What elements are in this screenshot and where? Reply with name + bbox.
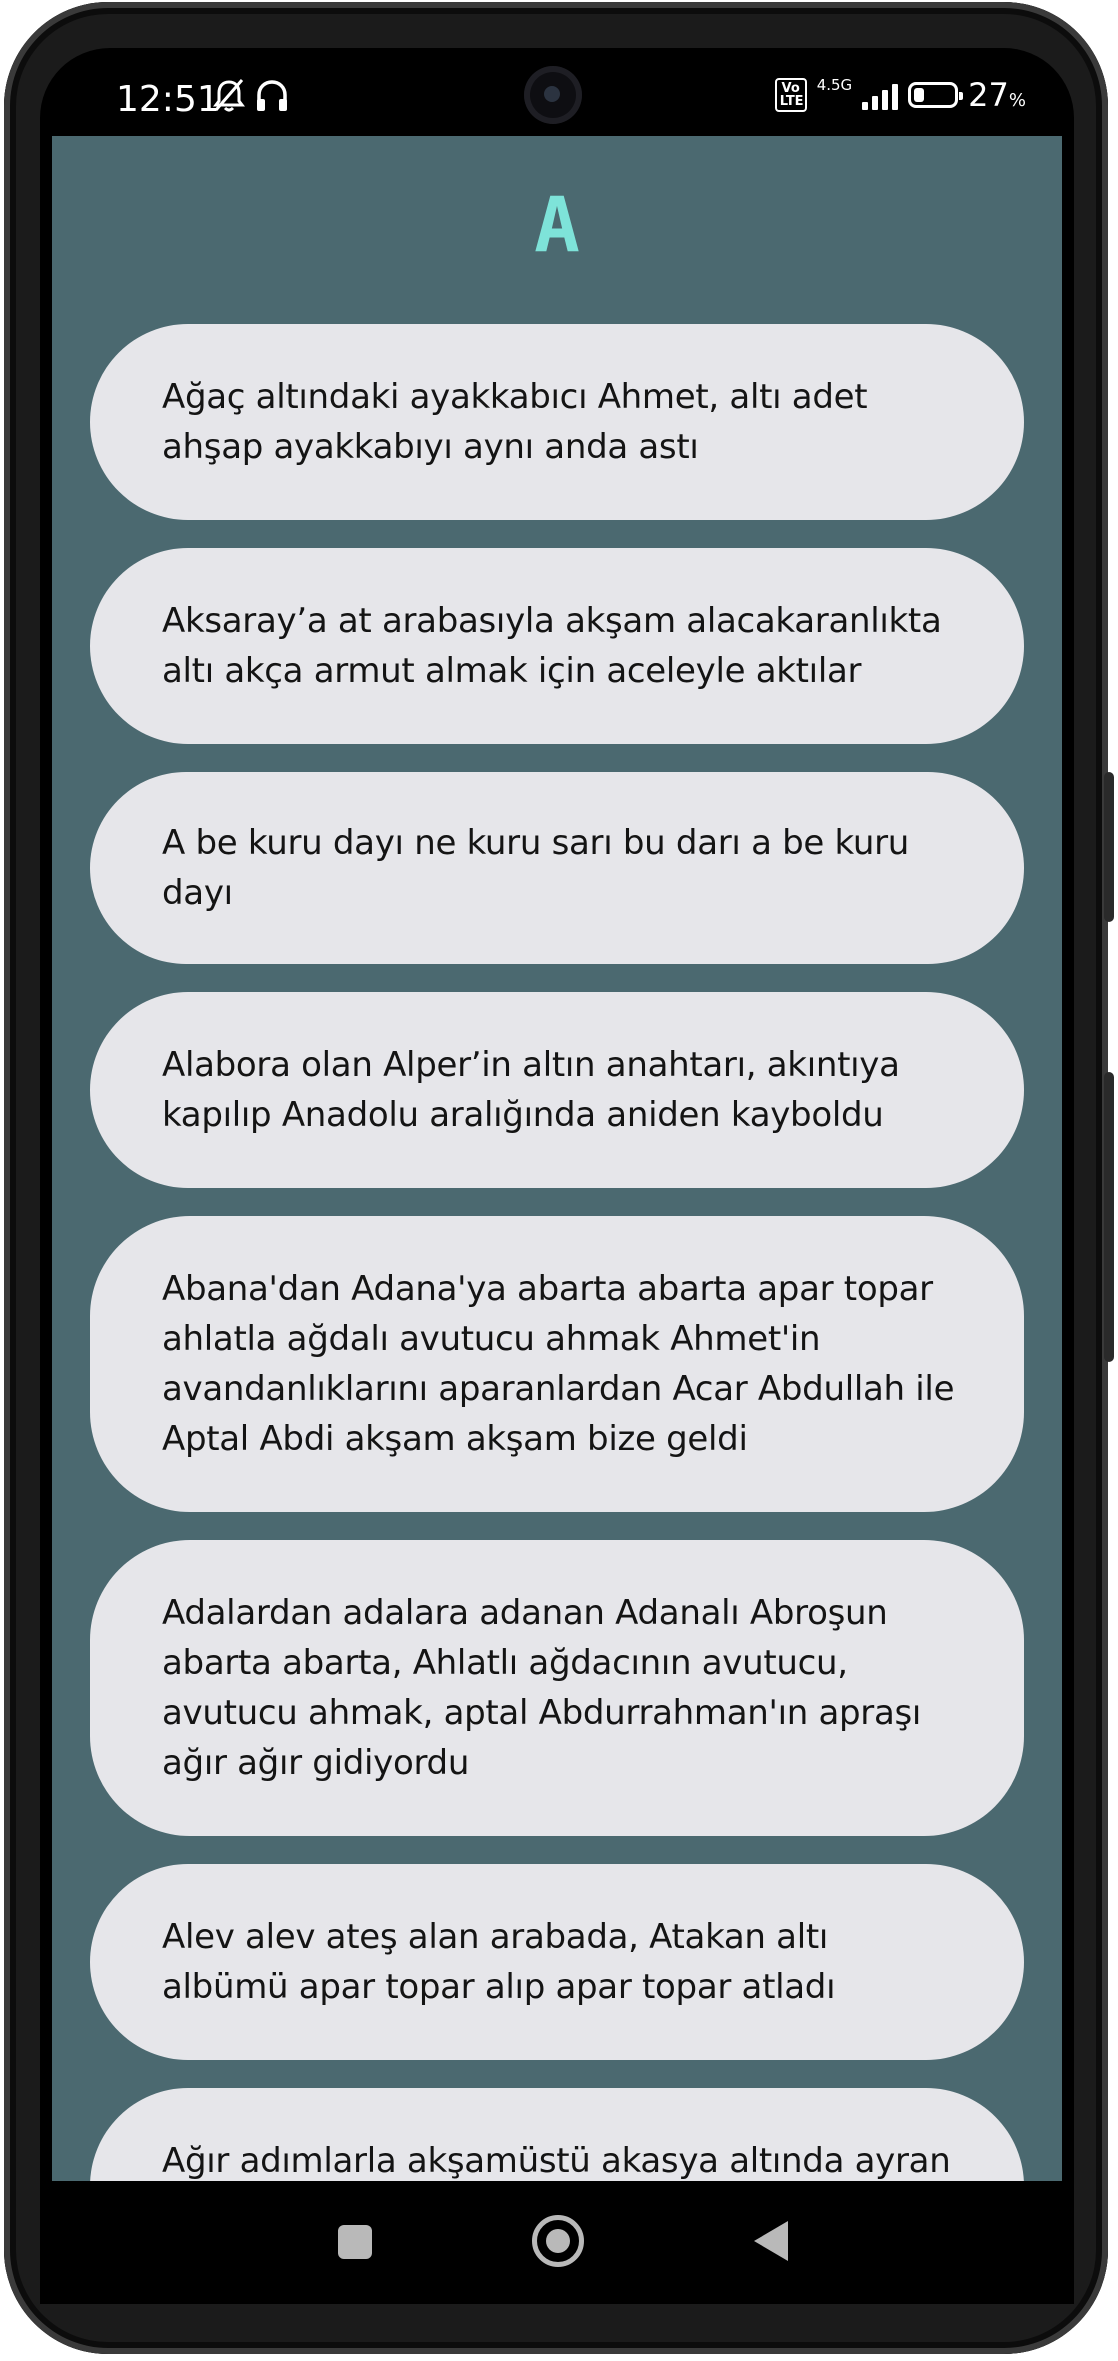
volume-button xyxy=(1104,772,1114,922)
screen xyxy=(40,48,1074,2304)
list-item-text: Adalardan adalara adanan Adanalı Abroşun abarta abarta, Ahlatlı ağdacının avutucu, avutucu ahmak, aptal Abdurrahman'ın apraşı ağır ağır gidiyordu xyxy=(162,1593,922,1783)
battery-icon xyxy=(908,82,958,108)
back-button[interactable] xyxy=(740,2211,800,2271)
list-item-text: Alev alev ateş alan arabada, Atakan altı albümü apar topar alıp apar topar atladı xyxy=(162,1917,836,2007)
list-item[interactable] xyxy=(90,1540,1024,1836)
power-button xyxy=(1104,1072,1114,1362)
list-item[interactable] xyxy=(90,1216,1024,1512)
battery-fill xyxy=(914,88,924,102)
list-item[interactable] xyxy=(90,1864,1024,2060)
list-item-text: Aksaray’a at arabasıyla akşam alacakaranlıkta altı akça armut almak için aceleyle aktılar xyxy=(162,601,942,691)
volte-icon: Vo LTE xyxy=(775,78,807,112)
section-header-letter: A xyxy=(534,180,580,269)
front-camera xyxy=(524,66,582,124)
status-time: 12:51 xyxy=(116,79,220,120)
app-content[interactable] xyxy=(52,136,1062,2181)
headphones-icon xyxy=(254,78,290,114)
list-item[interactable] xyxy=(90,548,1024,744)
list-item-text: Abana'dan Adana'ya abarta abarta apar topar ahlatla ağdalı avutucu ahmak Ahmet'in avandanlıklarını aparanlardan Acar Abdullah ile Aptal Abdi akşam akşam bize geldi xyxy=(162,1269,955,1459)
status-icons-left xyxy=(212,78,290,114)
battery-percent: 27% xyxy=(968,76,1026,114)
list-item-text: A be kuru dayı ne kuru sarı bu darı a be kuru dayı xyxy=(162,823,910,913)
bell-muted-icon xyxy=(212,78,246,114)
list-item[interactable] xyxy=(90,324,1024,520)
list-item[interactable] xyxy=(90,772,1024,964)
tongue-twister-list xyxy=(90,324,1024,2312)
list-item[interactable] xyxy=(90,992,1024,1188)
home-button[interactable] xyxy=(528,2211,588,2271)
status-bar xyxy=(40,48,1074,136)
signal-icon xyxy=(862,80,898,110)
status-icons-right xyxy=(775,76,1026,114)
list-item-text: Alabora olan Alper’in altın anahtarı, akıntıya kapılıp Anadolu aralığında aniden kayboldu xyxy=(162,1045,900,1135)
list-item-text: Ağır adımlarla akşamüstü akasya altında ayran xyxy=(162,2141,951,2181)
navigation-bar xyxy=(40,2181,1074,2304)
network-type: 4.5G xyxy=(816,76,853,94)
list-item-text: Ağaç altındaki ayakkabıcı Ahmet, altı adet ahşap ayakkabıyı aynı anda astı xyxy=(162,377,868,467)
phone-frame xyxy=(4,2,1108,2354)
recents-button[interactable] xyxy=(324,2211,384,2271)
